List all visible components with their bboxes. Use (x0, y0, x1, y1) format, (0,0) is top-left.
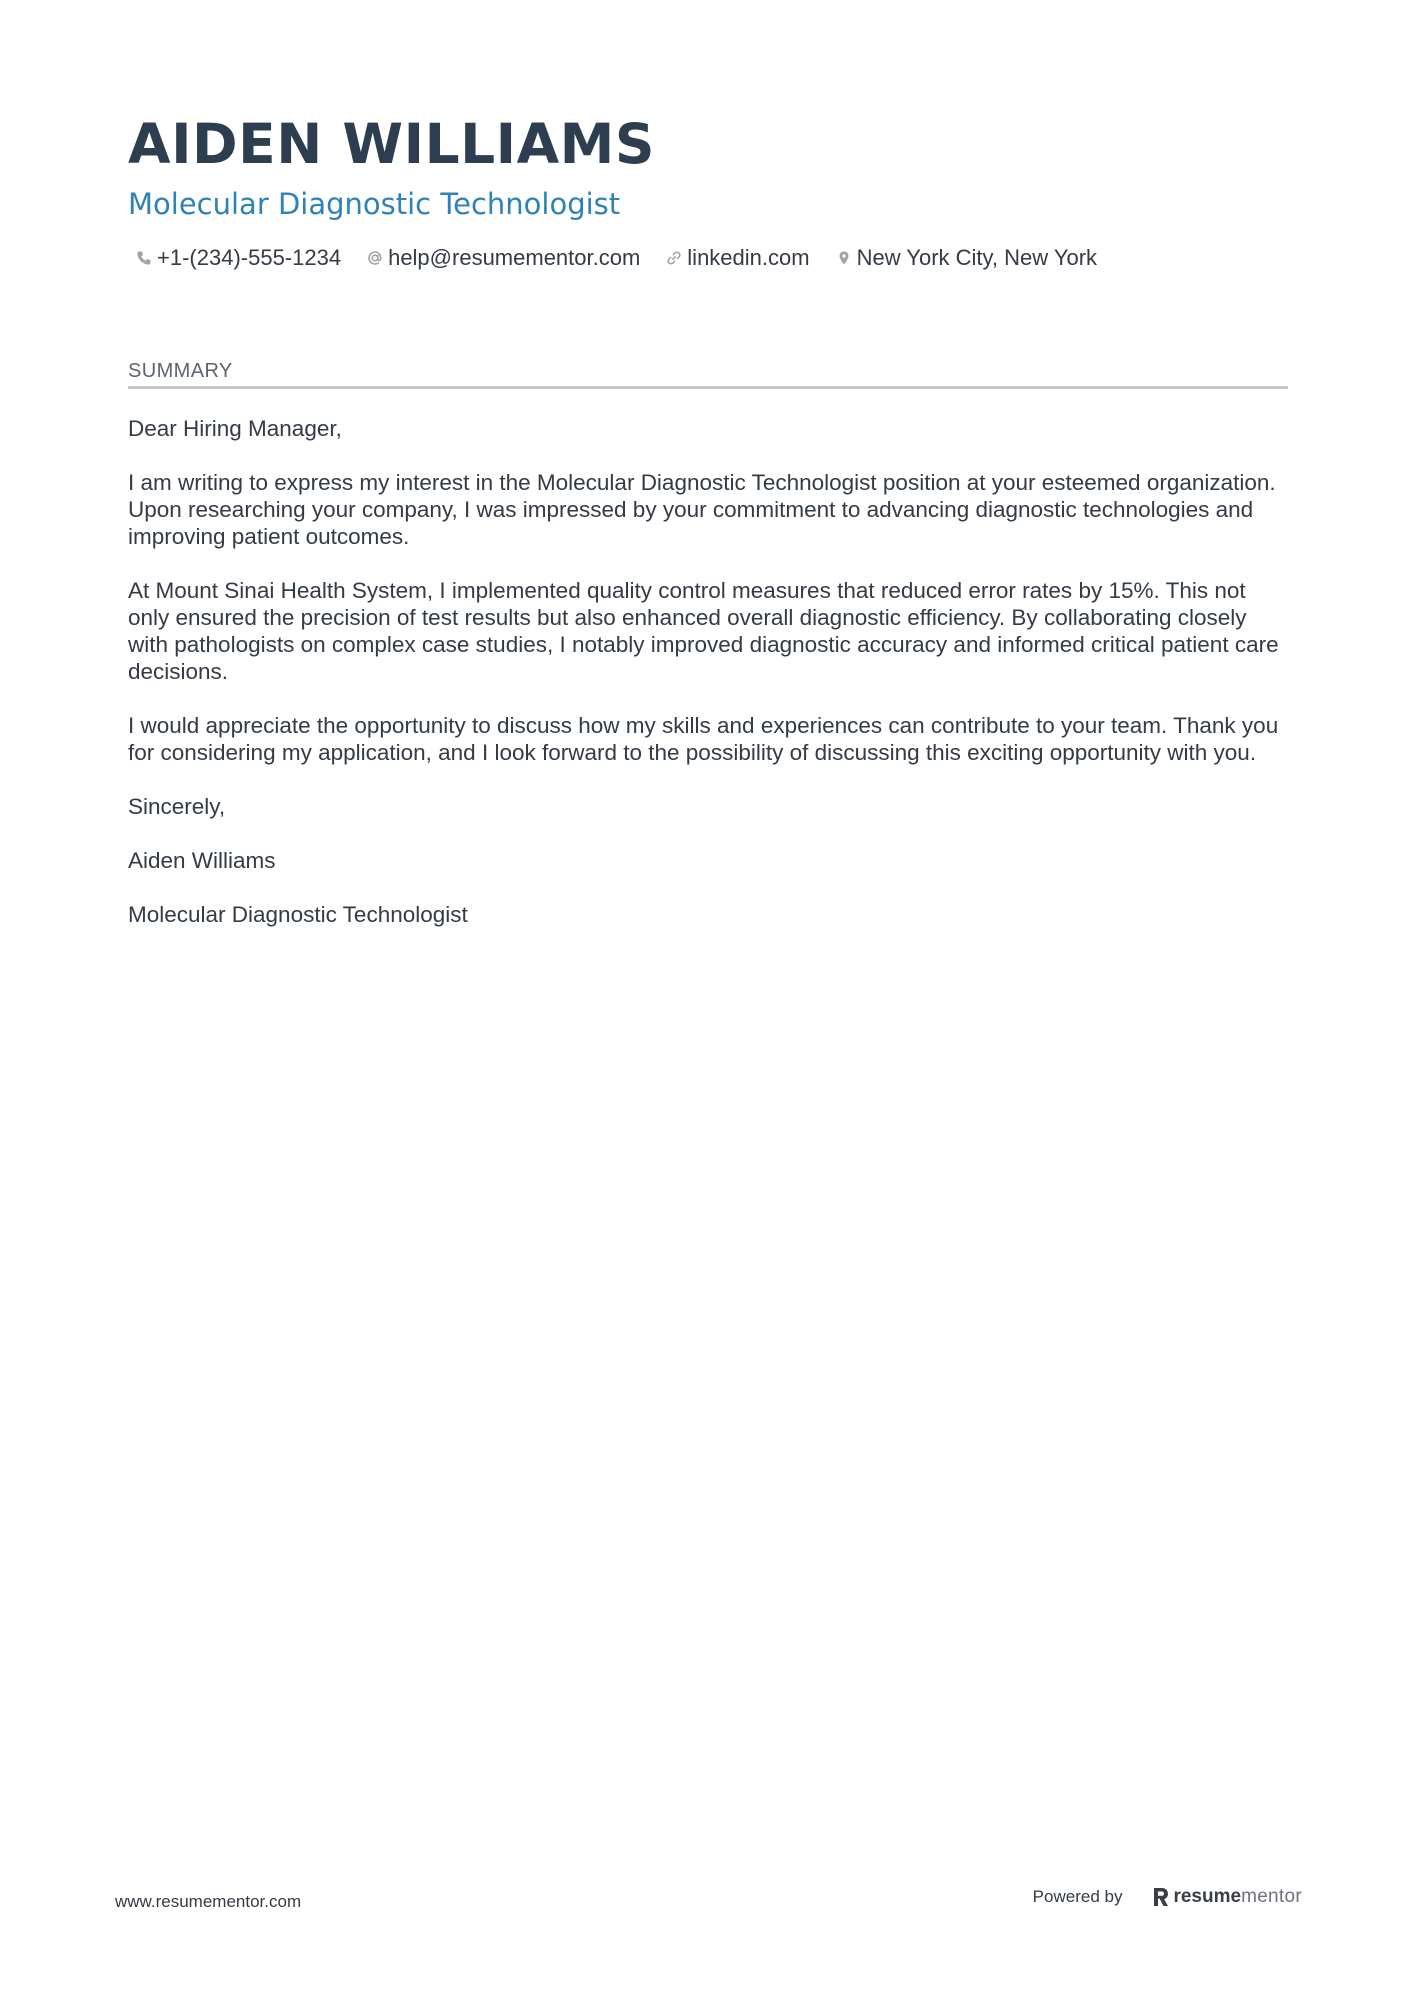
letter-paragraph-1: I am writing to express my interest in the Molecular Diagnostic Technologist position at your esteemed organization. Upon researching your company, I was impressed by your commitment to advancing diagnostic technologies and improving patient outcomes. (128, 470, 1276, 549)
signature-name: Aiden Williams (128, 848, 276, 873)
email-address: help@resumementor.com (388, 245, 641, 270)
contact-phone (136, 244, 341, 272)
footer-website[interactable]: www.resumementor.com (115, 1892, 302, 1911)
job-title: Molecular Diagnostic Technologist (128, 187, 621, 221)
at-sign-icon (367, 250, 383, 266)
map-pin-icon (836, 250, 852, 266)
cover-letter-body (128, 415, 1288, 928)
resumementor-logo-icon (1152, 1886, 1170, 1908)
section-heading: SUMMARY (128, 358, 1288, 389)
phone-number: +1-(234)-555-1234 (157, 245, 342, 270)
brand-logo[interactable] (1152, 1886, 1302, 1908)
contact-linkedin (666, 244, 809, 272)
contact-bar (128, 244, 1288, 272)
header (128, 110, 1288, 272)
phone-icon (136, 250, 152, 266)
footer-branding (1033, 1886, 1302, 1908)
summary-section (128, 358, 1288, 955)
linkedin-link: linkedin.com (687, 245, 810, 270)
powered-by-label: Powered by (1032, 1887, 1123, 1906)
letter-paragraph-3: I would appreciate the opportunity to discuss how my skills and experiences can contribute to your team. Thank you for considering my application, and I look forward to the possibility of discussing this exciting opportunity with you. (128, 713, 1279, 765)
contact-location (836, 244, 1097, 272)
letter-greeting: Dear Hiring Manager, (128, 416, 342, 441)
letter-closing: Sincerely, (128, 794, 226, 819)
link-icon (666, 250, 682, 266)
brand-name-bold: resume (1173, 1886, 1242, 1907)
letter-paragraph-2: At Mount Sinai Health System, I implemented quality control measures that reduced error rates by 15%. This not only ensured the precision of test results but also enhanced overall diagnostic efficiency. By collaborating closely with pathologists on complex case studies, I notably improved diagnostic accuracy and informed critical patient care decisions. (128, 578, 1279, 684)
signature-title: Molecular Diagnostic Technologist (128, 902, 468, 927)
contact-email (367, 244, 640, 272)
location-text: New York City, New York (856, 245, 1098, 270)
candidate-name: AIDEN WILLIAMS (128, 112, 656, 176)
brand-name-light: mentor (1241, 1886, 1302, 1907)
